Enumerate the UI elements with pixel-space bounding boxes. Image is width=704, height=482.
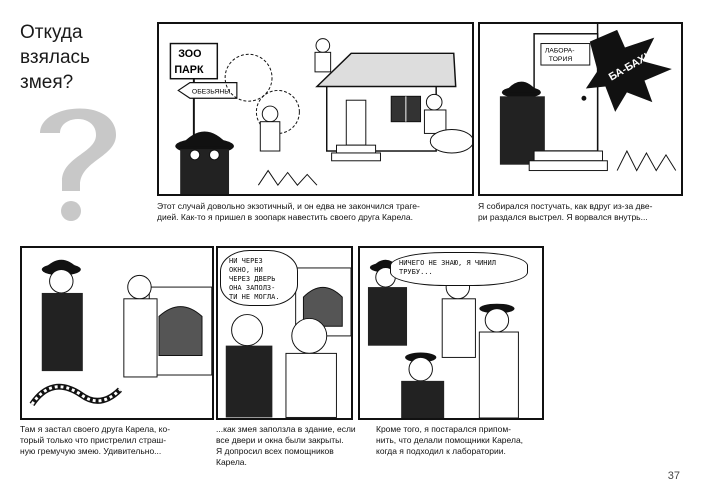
comic-panel-snake	[20, 246, 214, 420]
caption-line: Карела.	[216, 457, 247, 467]
caption-line: Этот случай довольно экзотичный, и он едва не закончился траге-	[157, 201, 420, 211]
caption-panel-lab-door	[478, 201, 653, 223]
caption-panel-conversation	[216, 424, 356, 468]
caption-line: дией. Как-то я пришел в зоопарк навестить своего друга Карела.	[157, 212, 413, 222]
question-mark-icon	[18, 95, 138, 225]
caption-panel-zoo	[157, 201, 420, 223]
lab-door-illustration	[480, 24, 681, 194]
comic-panel-assistants	[358, 246, 544, 420]
gunshot-sfx-text: БА-БАХ!	[606, 50, 652, 84]
speech-bubble-line: ОКНО, НИ	[229, 266, 263, 274]
speech-bubble-line: ЧЕРЕЗ ДВЕРЬ	[229, 275, 276, 283]
caption-line: Там я застал своего друга Карела, ко-	[20, 424, 171, 434]
caption-line: Я допросил всех помощников	[216, 446, 334, 456]
speech-bubble	[220, 250, 298, 306]
speech-bubble	[390, 252, 528, 286]
comic-panel-lab-door	[478, 22, 683, 196]
speech-bubble-line: ОНА ЗАПОЛЗ-	[229, 284, 276, 292]
page-title-line: змея?	[20, 72, 74, 93]
caption-line: ...как змея заползла в здание, если	[216, 424, 356, 434]
caption-line: ри раздался выстрел. Я ворвался внутрь...	[478, 212, 648, 222]
speech-bubble-line: НИЧЕГО НЕ ЗНАЮ, Я ЧИНИЛ	[399, 259, 496, 267]
page-number: 37	[667, 470, 680, 482]
speech-bubble-line: ТИ НЕ МОГЛА.	[229, 293, 280, 301]
caption-panel-assistants	[376, 424, 523, 457]
zoo-sign-text: ПАРК	[174, 63, 204, 76]
caption-line: нить, что делали помощники Карела,	[376, 435, 524, 445]
lab-sign-text: ЛАБОРА-	[544, 47, 575, 55]
page-title-line: Откуда	[20, 22, 83, 43]
snake-scene-illustration	[22, 248, 212, 418]
caption-line: торый только что пристрелил страш-	[20, 435, 167, 445]
zoo-sign-text: ЗОО	[178, 48, 202, 61]
monkeys-sign-text: ОБЕЗЬЯНЫ	[191, 88, 231, 96]
page-title-line: взялась	[20, 47, 90, 68]
comic-panel-conversation	[216, 246, 353, 420]
speech-bubble-line: ТРУБУ...	[399, 268, 433, 276]
caption-line: Я собирался постучать, как вдруг из-за две-	[478, 201, 653, 211]
comic-panel-zoo	[157, 22, 474, 196]
caption-line: все двери и окна были закрыты.	[216, 435, 344, 445]
speech-bubble-line: НИ ЧЕРЕЗ	[229, 257, 263, 265]
lab-sign-text: ТОРИЯ	[548, 56, 573, 64]
zoo-scene-illustration	[159, 24, 472, 194]
caption-line: когда я подходил к лаборатории.	[376, 446, 506, 456]
caption-line: Кроме того, я постарался припом-	[376, 424, 512, 434]
page-title	[20, 20, 90, 95]
caption-panel-snake	[20, 424, 170, 457]
caption-line: ную гремучую змею. Удивительно...	[20, 446, 162, 456]
